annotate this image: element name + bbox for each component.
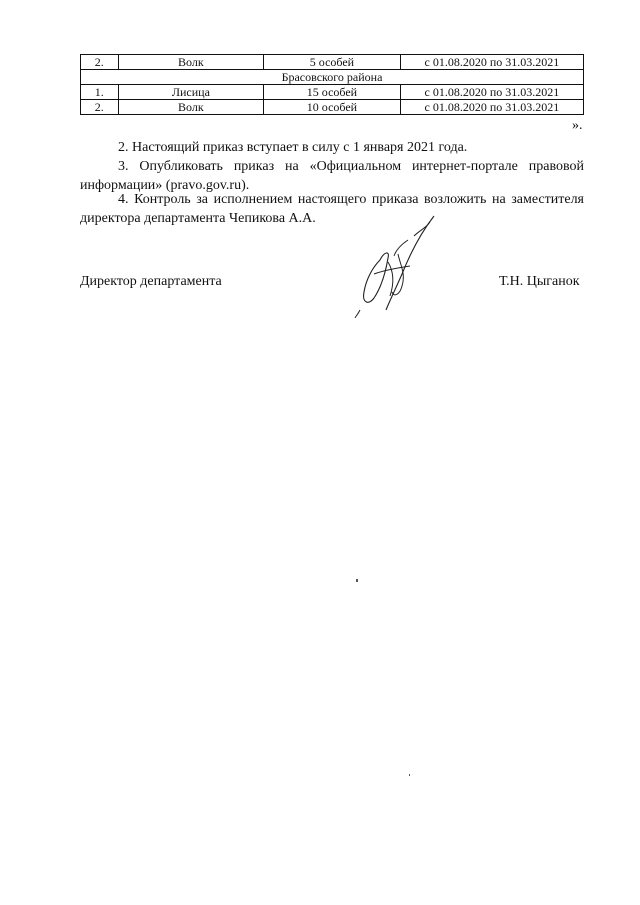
animal-count: 15 особей: [264, 85, 401, 100]
animal-name: Волк: [118, 100, 264, 115]
hunting-period: с 01.08.2020 по 31.03.2021: [400, 55, 583, 70]
row-number: 1.: [81, 85, 119, 100]
table-row: [81, 55, 584, 70]
animal-name: Волк: [118, 55, 264, 70]
district-heading: Брасовского района: [81, 70, 584, 85]
table-row: [81, 100, 584, 115]
signatory-title: Директор департамента: [80, 274, 222, 289]
row-number: 2.: [81, 55, 119, 70]
row-number: 2.: [81, 100, 119, 115]
scan-speck: [409, 774, 410, 776]
scan-speck: [356, 579, 358, 582]
table-row: [81, 85, 584, 100]
animal-count: 10 особей: [264, 100, 401, 115]
animal-count: 5 особей: [264, 55, 401, 70]
closing-quote: ».: [572, 118, 583, 133]
paragraph-control: 4. Контроль за исполнением настоящего приказа возложить на заместителя директора департамента Чепикова А.А.: [80, 192, 584, 226]
paragraph-effective-date: 2. Настоящий приказ вступает в силу с 1 января 2021 года.: [118, 140, 468, 155]
quota-table: [80, 54, 584, 115]
animal-name: Лисица: [118, 85, 264, 100]
hunting-period: с 01.08.2020 по 31.03.2021: [400, 100, 583, 115]
hunting-period: с 01.08.2020 по 31.03.2021: [400, 85, 583, 100]
handwritten-signature: [350, 214, 440, 318]
table-section-row: [81, 70, 584, 85]
paragraph-publication: 3. Опубликовать приказ на «Официальном интернет-портале правовой информации» (pravo.gov.ru).: [80, 159, 584, 193]
signatory-name: Т.Н. Цыганок: [499, 274, 580, 289]
